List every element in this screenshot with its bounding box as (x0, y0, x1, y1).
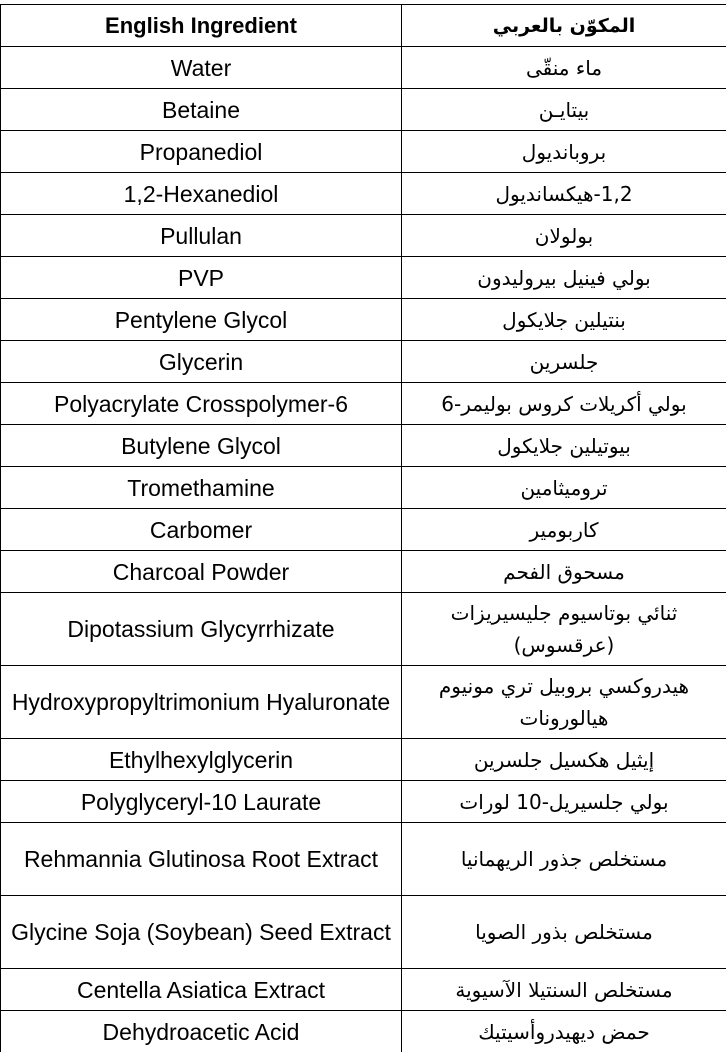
table-row (1, 131, 726, 173)
english-name-cell: Centella Asiatica Extract (1, 969, 402, 1011)
table-row (1, 781, 726, 823)
arabic-name-cell: بولولان (402, 215, 726, 257)
arabic-name-cell: ثنائي بوتاسيوم جليسيريزات (عرقسوس) (402, 593, 726, 666)
english-name-cell: Glycine Soja (Soybean) Seed Extract (1, 896, 402, 969)
table-row (1, 509, 726, 551)
english-name-cell: Butylene Glycol (1, 425, 402, 467)
table-row (1, 173, 726, 215)
arabic-name-cell: مستخلص بذور الصويا (402, 896, 726, 969)
table-row (1, 551, 726, 593)
table-row (1, 383, 726, 425)
arabic-name-cell: كاربومير (402, 509, 726, 551)
table-row (1, 823, 726, 896)
arabic-name-cell: بيتايـن (402, 89, 726, 131)
english-name-cell: Betaine (1, 89, 402, 131)
english-name-cell: Dehydroacetic Acid (1, 1011, 402, 1053)
english-name-cell: Water (1, 47, 402, 89)
english-name-cell: PVP (1, 257, 402, 299)
arabic-name-cell: حمض ديهيدروأسيتيك (402, 1011, 726, 1053)
english-name-cell: Pullulan (1, 215, 402, 257)
english-name-cell: Ethylhexylglycerin (1, 739, 402, 781)
arabic-name-cell: بولي جلسيريل-10 لورات (402, 781, 726, 823)
table-row (1, 89, 726, 131)
english-name-cell: Glycerin (1, 341, 402, 383)
ingredient-table (0, 4, 726, 1052)
arabic-name-cell: بولي فينيل بيروليدون (402, 257, 726, 299)
english-name-cell: Propanediol (1, 131, 402, 173)
table-row (1, 215, 726, 257)
table-row (1, 299, 726, 341)
arabic-name-cell: إيثيل هكسيل جلسرين (402, 739, 726, 781)
table-row (1, 257, 726, 299)
english-name-cell: Rehmannia Glutinosa Root Extract (1, 823, 402, 896)
english-ingredient-header: English Ingredient (1, 5, 402, 47)
table-row (1, 425, 726, 467)
arabic-name-cell: بولي أكريلات كروس بوليمر-6 (402, 383, 726, 425)
english-name-cell: 1,2-Hexanediol (1, 173, 402, 215)
table-row (1, 969, 726, 1011)
table-row (1, 467, 726, 509)
arabic-name-cell: بنتيلين جلايكول (402, 299, 726, 341)
arabic-name-cell: مستخلص جذور الريهمانيا (402, 823, 726, 896)
arabic-ingredient-header: المكوّن بالعربي (402, 5, 726, 47)
table-row (1, 593, 726, 666)
table-row (1, 896, 726, 969)
arabic-name-cell: جلسرين (402, 341, 726, 383)
table-row (1, 666, 726, 739)
arabic-name-cell: هيدروكسي بروبيل تري مونيوم هيالورونات (402, 666, 726, 739)
table-row (1, 47, 726, 89)
arabic-name-cell: بيوتيلين جلايكول (402, 425, 726, 467)
arabic-name-cell: ترومیثامین (402, 467, 726, 509)
table-row (1, 1011, 726, 1053)
english-name-cell: Polyglyceryl-10 Laurate (1, 781, 402, 823)
arabic-name-cell: مسحوق الفحم (402, 551, 726, 593)
arabic-name-cell: 1,2-هيكسانديول (402, 173, 726, 215)
english-name-cell: Charcoal Powder (1, 551, 402, 593)
english-name-cell: Pentylene Glycol (1, 299, 402, 341)
english-name-cell: Carbomer (1, 509, 402, 551)
english-name-cell: Hydroxypropyltrimonium Hyaluronate (1, 666, 402, 739)
arabic-name-cell: مستخلص السنتيلا الآسيوية (402, 969, 726, 1011)
arabic-name-cell: ماء منقّى (402, 47, 726, 89)
table-row (1, 739, 726, 781)
header-row (1, 5, 726, 47)
table-row (1, 341, 726, 383)
english-name-cell: Polyacrylate Crosspolymer-6 (1, 383, 402, 425)
english-name-cell: Tromethamine (1, 467, 402, 509)
english-name-cell: Dipotassium Glycyrrhizate (1, 593, 402, 666)
arabic-name-cell: بروباندیول (402, 131, 726, 173)
